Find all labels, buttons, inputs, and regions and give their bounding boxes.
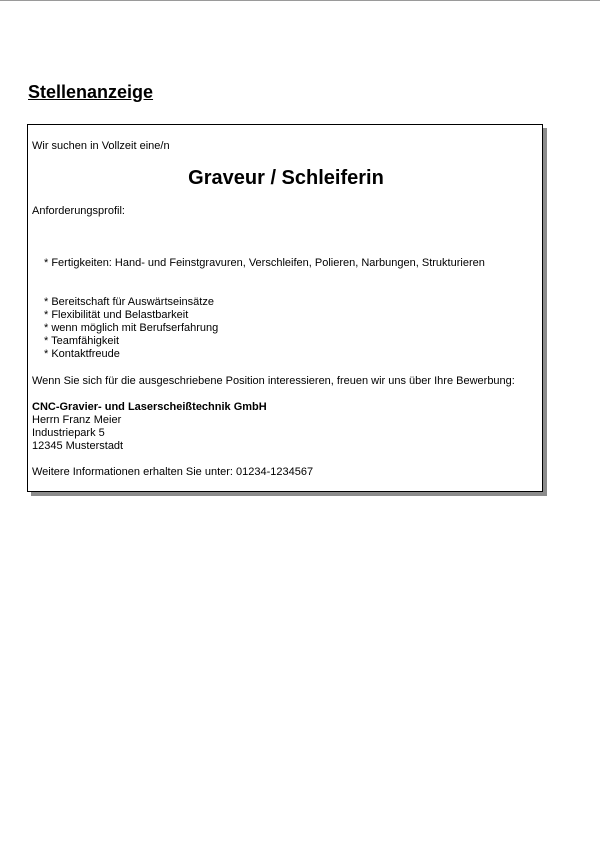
- company-name: CNC-Gravier- und Laserscheißtechnik GmbH: [32, 401, 267, 413]
- info-line: Weitere Informationen erhalten Sie unter: 01234-1234567: [32, 466, 314, 478]
- contact-person: Herrn Franz Meier: [32, 414, 122, 426]
- page-heading: Stellenanzeige: [28, 82, 154, 102]
- requirement-item: * Teamfähigkeit: [44, 335, 120, 347]
- address-city: 12345 Musterstadt: [32, 440, 124, 452]
- job-ad-box: [27, 124, 543, 492]
- requirement-item: * Kontaktfreude: [44, 348, 120, 360]
- requirement-item: * wenn möglich mit Berufserfahrung: [44, 322, 219, 334]
- skills-line: * Fertigkeiten: Hand- und Feinstgravuren, Verschleifen, Polieren, Narbungen, Strukturieren: [44, 257, 485, 269]
- profile-label: Anforderungsprofil:: [32, 205, 125, 217]
- address-street: Industriepark 5: [32, 427, 105, 439]
- intro-text: Wir suchen in Vollzeit eine/n: [32, 140, 170, 152]
- job-title: Graveur / Schleiferin: [188, 167, 384, 189]
- page-top-border: [0, 0, 600, 1]
- requirement-item: * Flexibilität und Belastbarkeit: [44, 309, 189, 321]
- closing-text: Wenn Sie sich für die ausgeschriebene Position interessieren, freuen wir uns über Ihre Bewerbung:: [32, 375, 515, 387]
- requirement-item: * Bereitschaft für Auswärtseinsätze: [44, 296, 214, 308]
